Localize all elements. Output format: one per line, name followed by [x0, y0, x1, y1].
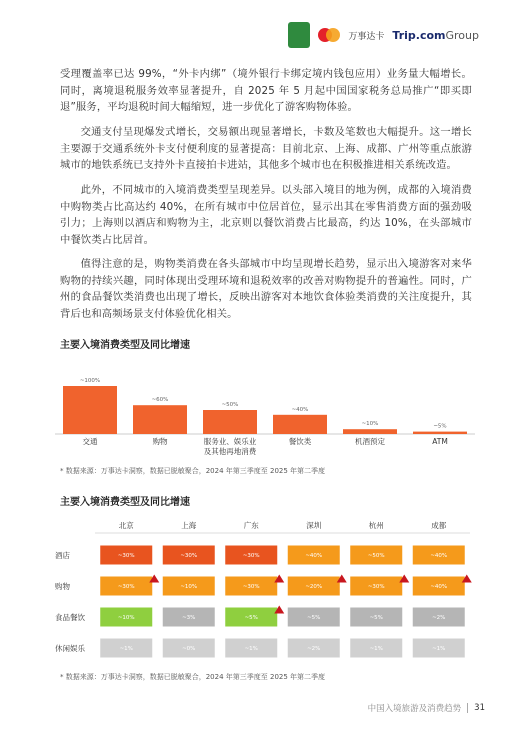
- column-header: 成都: [431, 521, 447, 530]
- category-label: 及其他再地消费: [203, 447, 257, 456]
- cell-value: ~2%: [307, 646, 321, 652]
- column-header: 深圳: [306, 521, 322, 530]
- bar-value-label: ~40%: [291, 406, 309, 413]
- cell-value: ~1%: [432, 646, 446, 652]
- page-number: 31: [474, 703, 485, 713]
- category-label: ATM: [432, 437, 448, 446]
- bar-value-label: ~60%: [151, 397, 169, 404]
- category-label: 机酒预定: [355, 437, 385, 446]
- cell-value: ~30%: [367, 584, 385, 590]
- page-footer: [368, 702, 485, 714]
- cell-value: ~3%: [182, 615, 196, 621]
- column-header: 广东: [243, 521, 259, 530]
- cell-value: ~40%: [430, 584, 448, 590]
- cell-value: ~30%: [117, 584, 135, 590]
- cell-value: ~5%: [307, 615, 321, 621]
- cell-value: ~10%: [180, 584, 198, 590]
- cell-value: ~5%: [369, 615, 383, 621]
- bar: [273, 415, 327, 434]
- heatmap-chart: [55, 517, 485, 667]
- header-logos: [288, 22, 479, 48]
- column-header: 杭州: [368, 521, 384, 530]
- footer-divider: [467, 703, 468, 713]
- chart2-title: 主要入境消费类型及同比增速: [60, 497, 190, 508]
- cell-value: ~1%: [244, 646, 258, 652]
- trip-brand: Trip.com: [392, 28, 446, 42]
- cell-value: ~40%: [430, 553, 448, 559]
- category-label: 餐饮类: [288, 437, 312, 446]
- paragraph-1: 受理覆盖率已达 99%，“外卡内绑”（境外银行卡绑定境内钱包应用）业务量大幅增长。同时，离境退税服务效率显著提升，自 2025 年 5 月起中国国家税务总局推广“即买即退”服务，平均退税时间大幅缩短，进一步优化了游客购物体验。: [60, 68, 472, 113]
- row-label: 休闲娱乐: [55, 644, 85, 653]
- cell-value: ~50%: [367, 553, 385, 559]
- chart1-note: * 数据来源：万事达卡洞察，数据已脱敏聚合，2024 年第三季度至 2025 年第二季度: [60, 467, 326, 475]
- category-label: 交通: [82, 437, 98, 446]
- cell-value: ~30%: [242, 553, 260, 559]
- footer-text: 中国入境旅游及消费趋势: [367, 704, 462, 714]
- bar: [343, 429, 397, 434]
- cell-value: ~1%: [119, 646, 133, 652]
- bar-value-label: ~50%: [221, 402, 239, 408]
- cell-value: ~5%: [244, 615, 258, 621]
- row-label: 购物: [55, 582, 70, 591]
- bar: [413, 432, 467, 434]
- category-label: 服务业、娱乐业: [203, 437, 257, 446]
- mastercard-text: 万事达卡: [348, 31, 385, 42]
- cell-value: ~0%: [182, 646, 196, 652]
- trip-group: Group: [445, 28, 479, 42]
- category-label: 购物: [152, 437, 168, 446]
- bar: [203, 410, 257, 434]
- column-header: 北京: [118, 521, 134, 530]
- row-label: 食品餐饮: [55, 613, 85, 622]
- cell-value: ~10%: [117, 615, 135, 621]
- chart1-title: 主要入境消费类型及同比增速: [60, 340, 190, 351]
- bar-value-label: ~10%: [361, 421, 379, 428]
- bar-value-label: ~5%: [433, 423, 447, 430]
- cell-value: ~30%: [117, 553, 135, 559]
- bar: [63, 386, 117, 434]
- paragraph-2: 交通支付呈现爆发式增长，交易额出现显著增长，卡数及笔数也大幅提升。这一增长主要源于交通系统外卡支付便利度的显著提高：目前北京、上海、成都、广州等重点旅游城市的地铁系统已支持外卡直接拍卡进站，其他多个城市也在积极推进相关系统改造。: [60, 126, 472, 171]
- bar: [133, 405, 187, 434]
- paragraph-4: 值得注意的是，购物类消费在各头部城市中均呈现增长趋势，显示出入境游客对来华购物的持续兴趣，同时体现出受理环境和退税效率的改善对购物提升的普遍性。同时，广州的食品餐饮类消费也出现了增长，反映出游客对本地饮食体验类消费的关注度提升，其背后也和高频场景支付体验优化相关。: [60, 258, 472, 320]
- bar-value-label: ~100%: [79, 378, 101, 384]
- cell-value: ~30%: [242, 584, 260, 590]
- chart2-note: * 数据来源：万事达卡洞察，数据已脱敏聚合，2024 年第三季度至 2025 年第二季度: [60, 673, 326, 681]
- partner-logo: [288, 22, 310, 48]
- cell-value: ~1%: [369, 646, 383, 652]
- row-label: 酒店: [55, 551, 70, 560]
- cell-value: ~2%: [432, 615, 446, 621]
- trip-logo: [392, 29, 479, 42]
- cell-value: ~30%: [180, 553, 198, 559]
- mastercard-logo: [318, 28, 340, 42]
- column-header: 上海: [181, 521, 197, 530]
- cell-value: ~20%: [305, 584, 323, 590]
- paragraph-3: 此外，不同城市的入境消费类型呈现差异。以头部入境目的地为例，成都的入境消费中购物类占比高达约 40%，在所有城市中位居首位，显示出其在零售消费方面的强劲吸引力；上海则以酒店和购物为主，北京则以餐饮消费占比最高，约达 10%，在头部城市中餐饮类占比居首。: [60, 184, 472, 246]
- cell-value: ~40%: [305, 553, 323, 559]
